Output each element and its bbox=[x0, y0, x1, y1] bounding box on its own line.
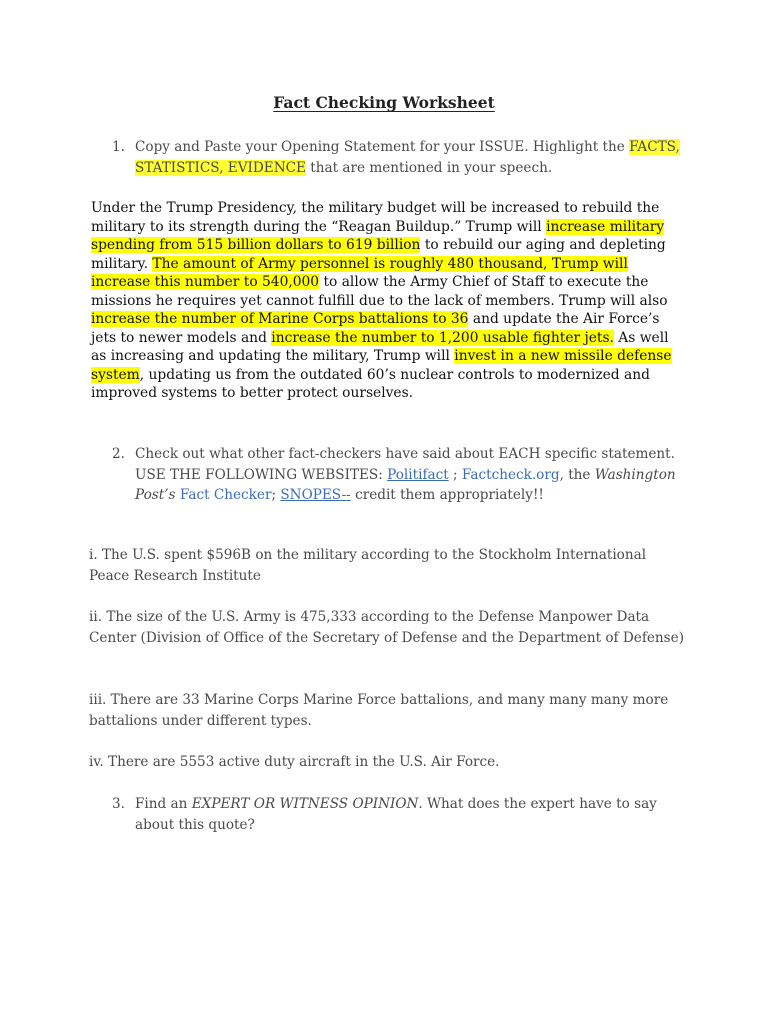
step-3-emphasis: EXPERT OR WITNESS OPINION bbox=[191, 796, 419, 812]
statement-text: As well as increasing and updating the military, Trump will bbox=[91, 329, 669, 364]
step-3-text: Find an bbox=[135, 796, 192, 812]
opening-statement bbox=[91, 199, 685, 403]
statement-text: to allow the Army Chief of Staff to execute the missions he requires yet cannot fulfill due to the lack of members. Trump will also bbox=[91, 274, 668, 309]
finding-item: iv. There are 5553 active duty aircraft in the U.S. Air Force. bbox=[89, 754, 500, 770]
statement-text: to rebuild our aging and depleting military. bbox=[91, 237, 666, 272]
step-number: 2. bbox=[112, 446, 125, 462]
step-number: 1. bbox=[112, 139, 125, 155]
statement-text: and update the Air Force’s jets to newer models and bbox=[91, 311, 660, 346]
step-2-text-end: credit them appropriately!! bbox=[350, 487, 544, 503]
finding-item: ii. The size of the U.S. Army is 475,333 according to the Defense Manpower Data Center (Division of Office of the Secretary of Defense and the Department of Defense) bbox=[89, 609, 684, 646]
highlighted-fact: The amount of Army personnel is roughly 480 thousand, Trump will increase this number to 540,000 bbox=[91, 255, 628, 290]
highlighted-fact: invest in a new missile defense system bbox=[91, 348, 672, 383]
statement-text: , updating us from the outdated 60’s nuclear controls to modernized and improved systems to better protect ourselves. bbox=[91, 366, 650, 401]
step-3-text-end: . What does the expert have to say about this quote? bbox=[135, 796, 657, 833]
step-1-highlight: FACTS, STATISTICS, EVIDENCE bbox=[135, 139, 680, 176]
separator: ; bbox=[448, 466, 462, 483]
instruction-step-2 bbox=[112, 444, 682, 506]
step-1-text-end: that are mentioned in your speech. bbox=[310, 159, 553, 176]
finding-item: iii. There are 33 Marine Corps Marine Force battalions, and many many many more battalions under different types. bbox=[89, 692, 669, 729]
fact-checker-link[interactable]: Fact Checker bbox=[175, 487, 272, 503]
politifact-link[interactable]: Politifact bbox=[387, 466, 449, 483]
snopes-link[interactable]: SNOPES-- bbox=[280, 487, 351, 503]
step-number: 3. bbox=[112, 796, 125, 812]
instruction-step-3 bbox=[112, 794, 682, 835]
separator: ; bbox=[271, 487, 281, 503]
factcheck-org-link[interactable]: Factcheck.org bbox=[461, 466, 560, 483]
finding-item: i. The U.S. spent $596B on the military according to the Stockholm International Peace Research Institute bbox=[89, 547, 647, 584]
highlighted-fact: increase the number of Marine Corps battalions to 36 bbox=[91, 311, 469, 327]
step-1-text: Copy and Paste your Opening Statement for your ISSUE. Highlight the bbox=[135, 139, 625, 155]
page-title: Fact Checking Worksheet bbox=[273, 93, 495, 112]
highlighted-fact: increase military spending from 515 billion dollars to 619 billion bbox=[91, 218, 665, 253]
highlighted-fact: increase the number to 1,200 usable fighter jets. bbox=[271, 329, 614, 346]
step-2-text: Check out what other fact-checkers have said about EACH specific statement. USE THE FOLLOWING WEBSITES: bbox=[135, 446, 675, 483]
separator: , the bbox=[559, 466, 595, 483]
statement-text: Under the Trump Presidency, the military budget will be increased to rebuild the military to its strength during the “Reagan Buildup.” Trump will bbox=[91, 200, 660, 235]
washington-post-label: Washington Post’s bbox=[135, 466, 676, 503]
instruction-step-1 bbox=[112, 137, 682, 178]
